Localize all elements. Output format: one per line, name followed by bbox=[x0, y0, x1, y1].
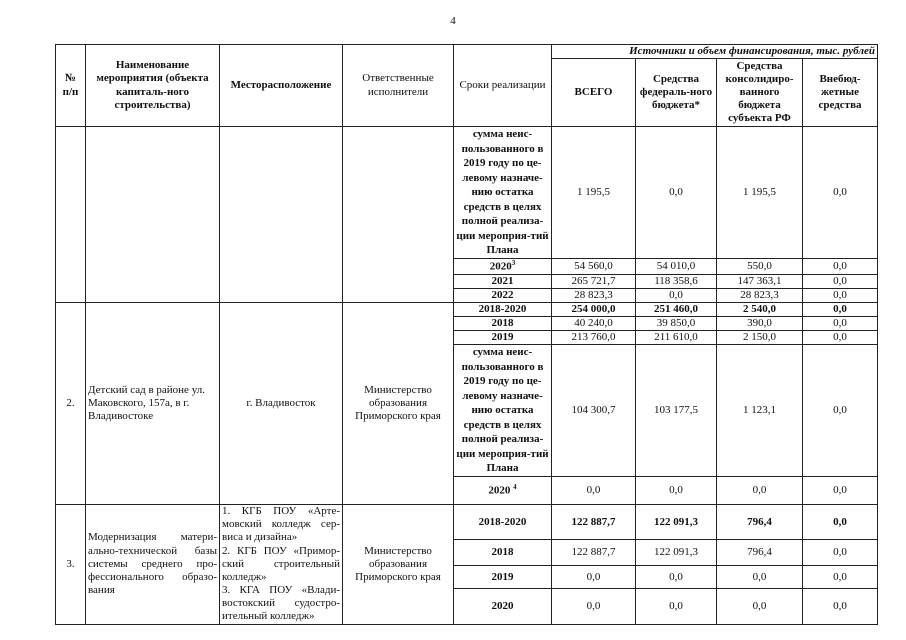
total-cell: 54 560,0 bbox=[552, 258, 636, 274]
offbudget-cell: 0,0 bbox=[803, 258, 878, 274]
regional-cell: 0,0 bbox=[717, 566, 803, 589]
location-cell: г. Владивосток bbox=[220, 302, 343, 504]
total-cell: 28 823,3 bbox=[552, 288, 636, 302]
total-cell: 1 195,5 bbox=[552, 127, 636, 259]
federal-cell: 122 091,3 bbox=[636, 504, 717, 539]
col-executors-header: Ответственные исполнители bbox=[343, 45, 454, 127]
location-cell bbox=[220, 127, 343, 303]
org-item: 3. КГА ПОУ «Влади-востокский судостро-ительный колледж» bbox=[222, 584, 340, 623]
footnote-mark: 4 bbox=[513, 483, 517, 492]
regional-cell: 147 363,1 bbox=[717, 274, 803, 288]
total-cell: 104 300,7 bbox=[552, 345, 636, 477]
federal-cell: 39 850,0 bbox=[636, 317, 717, 331]
total-cell: 213 760,0 bbox=[552, 331, 636, 345]
offbudget-cell: 0,0 bbox=[803, 589, 878, 624]
federal-cell: 122 091,3 bbox=[636, 540, 717, 566]
federal-cell: 0,0 bbox=[636, 127, 717, 259]
term-cell: 2020$^3$ bbox=[454, 258, 552, 274]
col-terms-header: Сроки реализации bbox=[454, 45, 552, 127]
term-cell: 2020 $^4$ bbox=[454, 476, 552, 504]
total-cell: 0,0 bbox=[552, 566, 636, 589]
col-sources-header: Источники и объем финансирования, тыс. рублей bbox=[552, 45, 878, 59]
term-cell: 2018 bbox=[454, 540, 552, 566]
num-cell bbox=[56, 127, 86, 303]
federal-cell: 103 177,5 bbox=[636, 345, 717, 477]
table-row bbox=[56, 302, 878, 316]
financing-table bbox=[55, 44, 878, 625]
total-cell: 122 887,7 bbox=[552, 540, 636, 566]
federal-cell: 0,0 bbox=[636, 589, 717, 624]
regional-cell: 2 540,0 bbox=[717, 302, 803, 316]
num-cell: 3. bbox=[56, 504, 86, 624]
term-cell: сумма неис-пользованного в 2019 году по це-левому назначе-нию остатка средств в целях полной реализа-ции мероприя-тий Плана bbox=[454, 127, 552, 259]
location-cell bbox=[220, 504, 343, 624]
offbudget-cell: 0,0 bbox=[803, 288, 878, 302]
offbudget-cell: 0,0 bbox=[803, 127, 878, 259]
offbudget-cell: 0,0 bbox=[803, 331, 878, 345]
executor-cell: Министерство образования Приморского края bbox=[343, 302, 454, 504]
regional-cell: 2 150,0 bbox=[717, 331, 803, 345]
footnote-mark: 3 bbox=[511, 258, 516, 267]
regional-cell: 0,0 bbox=[717, 476, 803, 504]
offbudget-cell: 0,0 bbox=[803, 274, 878, 288]
term-cell: 2020 bbox=[454, 589, 552, 624]
page-number: 4 bbox=[450, 15, 456, 27]
federal-cell: 0,0 bbox=[636, 476, 717, 504]
regional-cell: 550,0 bbox=[717, 258, 803, 274]
name-cell: Модернизация матери-ально-технической базы системы среднего про-фессионального образо-вания bbox=[86, 504, 220, 624]
federal-cell: 118 358,6 bbox=[636, 274, 717, 288]
col-regional-header: Средства консолидиро-ванного бюджета субъекта РФ bbox=[717, 59, 803, 127]
col-name-header: Наименование мероприятия (объекта капиталь-ного строительства) bbox=[86, 45, 220, 127]
offbudget-cell: 0,0 bbox=[803, 317, 878, 331]
total-cell: 265 721,7 bbox=[552, 274, 636, 288]
term-cell: 2018-2020 bbox=[454, 504, 552, 539]
regional-cell: 1 195,5 bbox=[717, 127, 803, 259]
term-cell: 2019 bbox=[454, 566, 552, 589]
col-federal-header: Средства федераль-ного бюджета* bbox=[636, 59, 717, 127]
federal-cell: 0,0 bbox=[636, 566, 717, 589]
executor-cell bbox=[343, 127, 454, 303]
regional-cell: 390,0 bbox=[717, 317, 803, 331]
total-cell: 0,0 bbox=[552, 589, 636, 624]
offbudget-cell: 0,0 bbox=[803, 540, 878, 566]
offbudget-cell: 0,0 bbox=[803, 345, 878, 477]
org-item: 2. КГБ ПОУ «Примор-ский строительный колледж» bbox=[222, 544, 340, 583]
total-cell: 254 000,0 bbox=[552, 302, 636, 316]
term-cell: 2018 bbox=[454, 317, 552, 331]
num-cell: 2. bbox=[56, 302, 86, 504]
term-cell: 2021 bbox=[454, 274, 552, 288]
org-item: 1. КГБ ПОУ «Арте-мовский колледж сер-виса и дизайна» bbox=[222, 504, 340, 544]
offbudget-cell: 0,0 bbox=[803, 476, 878, 504]
federal-cell: 211 610,0 bbox=[636, 331, 717, 345]
regional-cell: 1 123,1 bbox=[717, 345, 803, 477]
federal-cell: 54 010,0 bbox=[636, 258, 717, 274]
total-cell: 0,0 bbox=[552, 476, 636, 504]
term-cell: сумма неис-пользованного в 2019 году по це-левому назначе-нию остатка средств в целях полной реализа-ции мероприя-тий Плана bbox=[454, 345, 552, 477]
offbudget-cell: 0,0 bbox=[803, 302, 878, 316]
table-row bbox=[56, 504, 878, 539]
term-cell: 2022 bbox=[454, 288, 552, 302]
federal-cell: 251 460,0 bbox=[636, 302, 717, 316]
table-row bbox=[56, 127, 878, 259]
name-cell: Детский сад в районе ул. Маковского, 157а, в г. Владивостоке bbox=[86, 302, 220, 504]
offbudget-cell: 0,0 bbox=[803, 566, 878, 589]
executor-cell: Министерство образования Приморского края bbox=[343, 504, 454, 624]
col-location-header: Месторасположение bbox=[220, 45, 343, 127]
total-cell: 40 240,0 bbox=[552, 317, 636, 331]
federal-cell: 0,0 bbox=[636, 288, 717, 302]
regional-cell: 0,0 bbox=[717, 589, 803, 624]
regional-cell: 28 823,3 bbox=[717, 288, 803, 302]
regional-cell: 796,4 bbox=[717, 504, 803, 539]
offbudget-cell: 0,0 bbox=[803, 504, 878, 539]
term-cell: 2019 bbox=[454, 331, 552, 345]
col-num-header: № п/п bbox=[56, 45, 86, 127]
total-cell: 122 887,7 bbox=[552, 504, 636, 539]
regional-cell: 796,4 bbox=[717, 540, 803, 566]
term-cell: 2018-2020 bbox=[454, 302, 552, 316]
col-offbudget-header: Внебюд-жетные средства bbox=[803, 59, 878, 127]
col-total-header: ВСЕГО bbox=[552, 59, 636, 127]
name-cell bbox=[86, 127, 220, 303]
